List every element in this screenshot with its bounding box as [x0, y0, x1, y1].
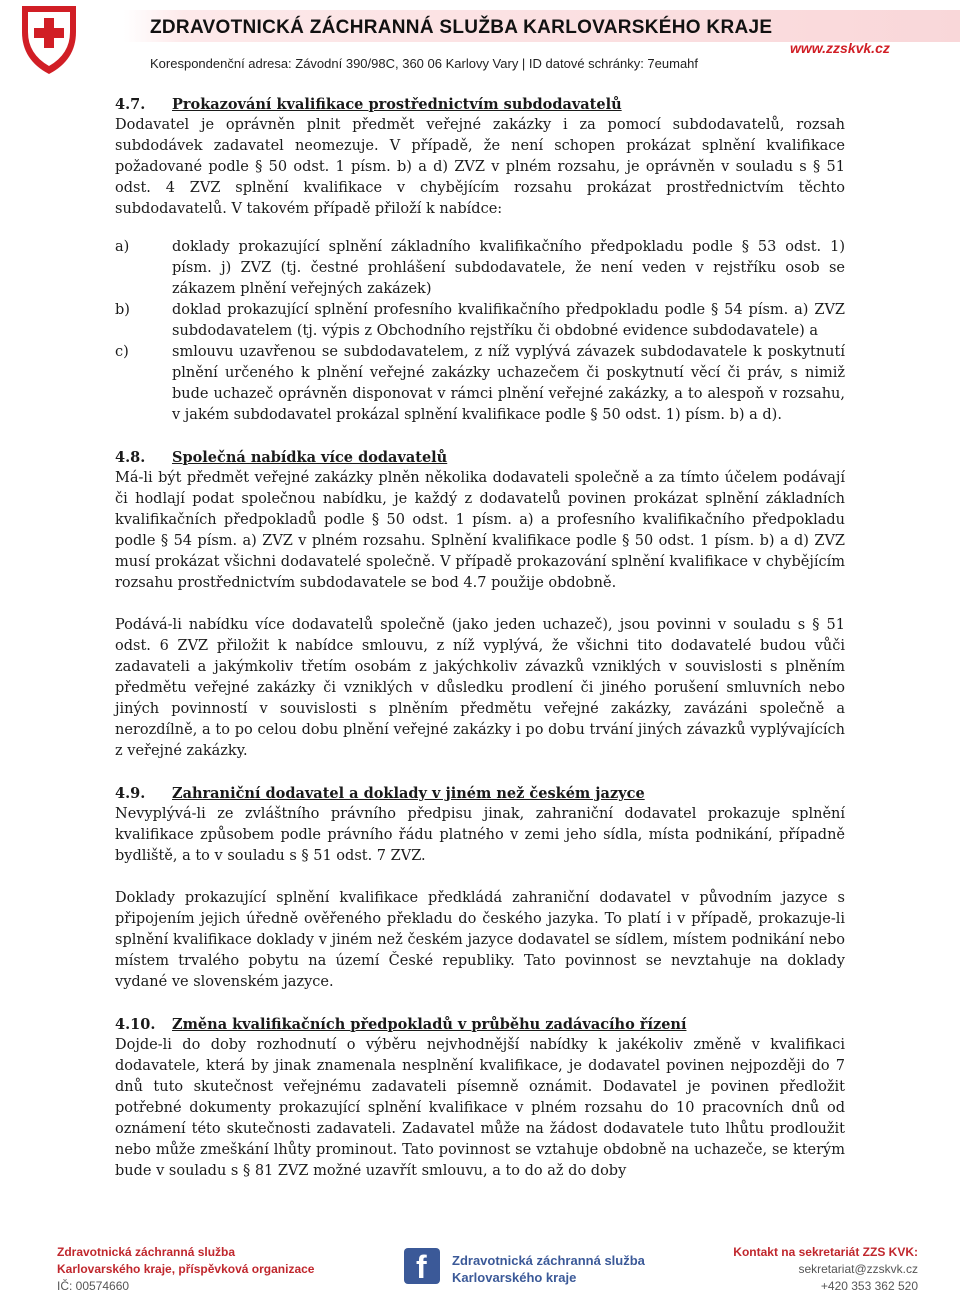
section-heading-4-9: [115, 783, 845, 804]
list-item-text: doklady prokazující splnění základního kvalifikačního předpokladu podle § 53 odst. 1) písm. j) ZVZ (tj. čestné prohlášení subdodavatele, že není veden v rejstříku osob se zákazem plnění veřejných zakázek): [172, 239, 845, 297]
facebook-icon[interactable]: f: [404, 1248, 440, 1284]
zzs-kvk-logo: [18, 2, 80, 78]
footer-fb-line1: Zdravotnická záchranná služba: [452, 1253, 645, 1268]
document-body: [115, 94, 845, 1182]
page-footer: [0, 1240, 960, 1295]
list-item: [115, 237, 845, 300]
correspondence-address: Korespondenční adresa: Závodní 390/98C, 360 06 Karlovy Vary | ID datové schránky: 7eumahf: [150, 56, 699, 71]
section-heading-4-10: [115, 1014, 845, 1035]
list-item: [115, 342, 845, 426]
footer-facebook-text[interactable]: [452, 1252, 645, 1286]
footer-org-name: Zdravotnická záchranná služba: [57, 1245, 236, 1259]
section-number: 4.8.: [115, 449, 146, 466]
requirements-list: [115, 237, 845, 426]
section-heading-4-8: [115, 447, 845, 468]
paragraph: Má-li být předmět veřejné zakázky plněn několika dodavateli společně a za tímto účelem podávají či hodlají podat společnou nabídku, je každý z dodavatelů povinen prokázat splnění základních kvalifikačních předpokladů podle § 50 odst. 1 písm. a) a profesního kvalifikačního předpokladu podle § 54 písm. a) ZVZ v plném rozsahu. Splnění kvalifikace podle § 50 odst. 1 písm. b) a d) ZVZ musí prokázat všichni dodavatelé společně. V případě prokazování splnění kvalifikace v chybějícím rozsahu prostřednictvím subdodavatele se bod 4.7 použije obdobně.: [115, 470, 845, 591]
list-marker: b): [115, 302, 130, 318]
footer-contact: [733, 1244, 918, 1295]
list-item: [115, 300, 845, 342]
section-title: Společná nabídka více dodavatelů: [172, 449, 448, 466]
paragraph: Doklady prokazující splnění kvalifikace předkládá zahraniční dodavatel v původním jazyce s připojením jejich úředně ověřeného překladu do českého jazyka. To platí i v případě, prokazuje-li splnění kvalifikace doklady v jiném než českém jazyce dodavatel se sídlem, místem podnikání nebo místem trvalého pobytu na území České republiky. Tato povinnost se nevztahuje na doklady vydané ve slovenském jazyce.: [115, 890, 845, 990]
section-title: Změna kvalifikačních předpokladů v průběhu zadávacího řízení: [172, 1016, 687, 1033]
website-link[interactable]: www.zzskvk.cz: [790, 40, 890, 56]
footer-phone[interactable]: +420 353 362 520: [820, 1279, 918, 1293]
paragraph: Dojde-li do doby rozhodnutí o výběru nejvhodnější nabídky k jakékoliv změně v kvalifikaci dodavatele, která by jinak znamenala nesplnění kvalifikace, je dodavatel povinen nejpozději do 7 dnů tuto skutečnost veřejnému zadavateli písemně oznámit. Dodavatel je povinen předložit potřebné dokumenty prokazující splnění kvalifikace v plném rozsahu do 10 pracovních dnů od oznámení této skutečnosti zadavateli. Zadavatel může na žádost dodavatele tuto lhůtu prodloužit nebo může zmeškání lhůty prominout. Tato povinnost se vztahuje obdobně na uchazeče, se kterým bude v souladu s § 81 ZVZ možné uzavřít smlouvu, a to do až do doby: [115, 1037, 845, 1179]
paragraph: Podává-li nabídku více dodavatelů společně (jako jeden uchazeč), jsou povinni v souladu s § 51 odst. 6 ZVZ přiložit k nabídce smlouvu, z níž vyplývá, že všichni tito dodavatelé budou vůči zadavateli a jakýmkoliv třetím osobám z jakýchkoliv závazků vzniklých v souvislosti s plněním předmětu veřejné zakázky či vzniklých v důsledku prodlení či jiného porušení smluvních nebo jiných povinností v souvislosti s plněním předmětu veřejné zakázky, zavázáni společně a nerozdílně, a to po celou dobu plnění veřejné zakázky i po dobu trvání jiných závazků vyplývajících z veřejné zakázky.: [115, 617, 845, 759]
section-heading-4-7: [115, 94, 845, 115]
footer-email[interactable]: sekretariat@zzskvk.cz: [798, 1262, 918, 1276]
section-title: Zahraniční dodavatel a doklady v jiném než českém jazyce: [172, 785, 645, 802]
list-item-text: smlouvu uzavřenou se subdodavatelem, z níž vyplývá závazek subdodavatele k poskytnutí plnění určeného k plnění veřejné zakázky uchazečem či poskytnutí věcí či práv, s nimiž bude uchazeč oprávněn disponovat v rámci plnění veřejné zakázky, a to alespoň v rozsahu, v jakém subdodavatel prokázal splnění kvalifikace podle § 50 odst. 1) písm. b) a d).: [172, 344, 845, 423]
footer-organization: [57, 1244, 314, 1295]
section-number: 4.10.: [115, 1016, 156, 1033]
page-header: [0, 0, 960, 80]
list-marker: a): [115, 239, 130, 255]
section-title: Prokazování kvalifikace prostřednictvím subdodavatelů: [172, 96, 622, 113]
footer-contact-title: Kontakt na sekretariát ZZS KVK:: [733, 1245, 918, 1259]
list-item-text: doklad prokazující splnění profesního kvalifikačního předpokladu podle § 54 písm. a) ZVZ subdodavatelem (tj. výpis z Obchodního rejstříku či obdobné evidence subdodavatele) a: [172, 302, 845, 339]
org-title: ZDRAVOTNICKÁ ZÁCHRANNÁ SLUŽBA KARLOVARSKÉHO KRAJE: [150, 17, 773, 38]
paragraph: Dodavatel je oprávněn plnit předmět veřejné zakázky i za pomocí subdodavatelů, rozsah subdodávek zadavatel neomezuje. V případě, že není schopen prokázat splnění kvalifikace požadované podle § 50 odst. 1 písm. b) a d) ZVZ v plném rozsahu, je oprávněn v souladu s § 51 odst. 4 ZVZ splnění kvalifikace v chybějícím rozsahu prokázat prostřednictvím těchto subdodavatelů. V takovém případě přiloží k nabídce:: [115, 117, 845, 217]
footer-fb-line2: Karlovarského kraje: [452, 1270, 577, 1285]
list-marker: c): [115, 344, 129, 360]
section-number: 4.7.: [115, 96, 146, 113]
footer-org-type: Karlovarského kraje, příspěvková organizace: [57, 1262, 315, 1276]
paragraph: Nevyplývá-li ze zvláštního právního předpisu jinak, zahraniční dodavatel prokazuje splnění kvalifikace způsobem podle právního řádu platného v zemi jeho sídla, místa podnikání, případně bydliště, a to v souladu s § 51 odst. 7 ZVZ.: [115, 806, 845, 864]
section-number: 4.9.: [115, 785, 146, 802]
footer-ico: IČ: 00574660: [57, 1279, 130, 1293]
